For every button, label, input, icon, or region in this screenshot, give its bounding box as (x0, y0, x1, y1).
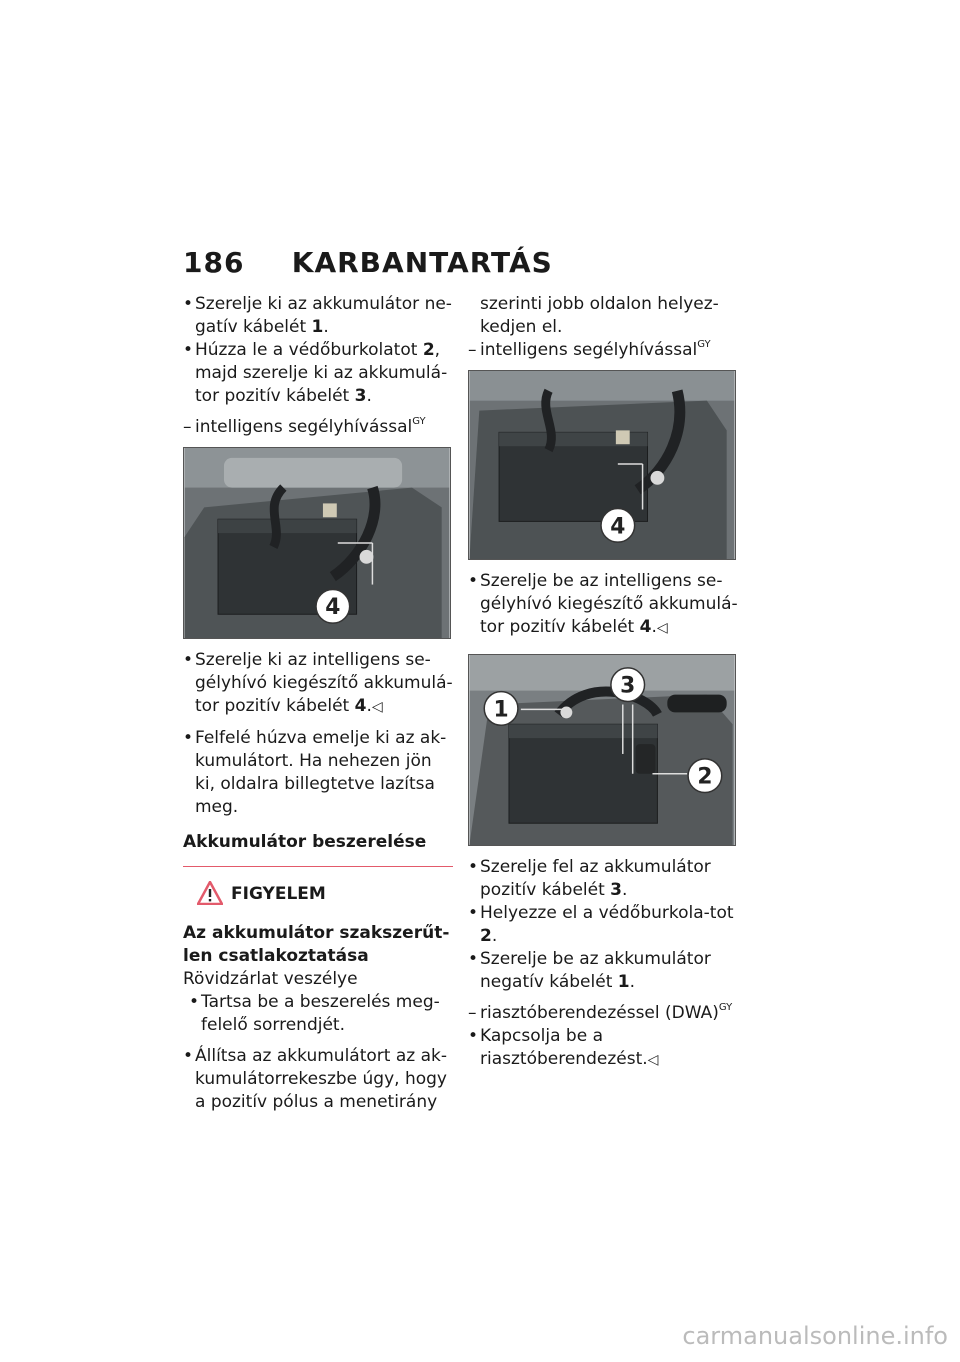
step-install-positive: • Szerelje fel az akkumulátor pozitív kábelét 3. (468, 856, 738, 902)
battery-photo-removal (183, 447, 451, 639)
section-heading-install: Akkumulátor beszerelése (183, 832, 427, 852)
warning-triangle-icon (197, 881, 223, 905)
warning-bullet: • Tartsa be a beszerelés meg-felelő sorrendjét. (189, 991, 453, 1037)
step-lift-battery: • Felfelé húzva emelje ki az ak-kumulátort. Ha nehezen jön ki, oldalra billegtetve lazítsa meg. (183, 727, 453, 819)
svg-text:1: 1 (493, 697, 509, 723)
step-remove-negative: • Szerelje ki az akkumulátor ne-gatív kábelét 1. (183, 293, 453, 339)
battery-photo-emergency-install (468, 370, 736, 560)
battery-photo-terminals (468, 654, 736, 846)
warning-box (183, 866, 453, 1037)
step-enable-alarm: • Kapcsolja be a riasztóberendezést.◁ (468, 1025, 738, 1072)
right-column (468, 293, 738, 1072)
step-remove-emergency-positive: • Szerelje ki az intelligens se-gélyhívó kiegészítő akkumulá-tor pozitív kábelét 4.◁ (183, 649, 453, 719)
svg-text:4: 4 (325, 595, 341, 621)
svg-text:2: 2 (697, 764, 713, 790)
svg-text:3: 3 (620, 673, 636, 699)
watermark: carmanualsonline.info (682, 1322, 948, 1350)
warning-text: Rövidzárlat veszélye (183, 969, 358, 989)
section-title: KARBANTARTÁS (291, 246, 553, 279)
condition-emergency-call-2: – intelligens segélyhívással$^{GY}$ (468, 339, 738, 362)
step-remove-cover: • Húzza le a védőburkolatot 2, majd szerelje ki az akkumulá-tor pozitív kábelét 3. (183, 339, 453, 408)
page-header (183, 246, 553, 279)
step-insert-battery: • Állítsa az akkumulátort az ak-kumulátorrekeszbe úgy, hogy a pozitív pólus a menetirány (183, 1045, 453, 1114)
step-insert-battery-continued: szerinti jobb oldalon helyez-kedjen el. (480, 294, 719, 337)
warning-title: FIGYELEM (231, 884, 326, 904)
warning-subtitle: Az akkumulátor szakszerűt-len csatlakoztatása (183, 923, 450, 966)
step-install-negative: • Szerelje be az akkumulátor negatív kábelét 1. (468, 948, 738, 994)
condition-alarm: – riasztóberendezéssel (DWA)$^{GY}$ (468, 1002, 738, 1025)
condition-emergency-call: – intelligens segélyhívással$^{GY}$ (183, 416, 453, 439)
svg-text:4: 4 (610, 514, 626, 540)
step-install-emergency-positive: • Szerelje be az intelligens se-gélyhívó kiegészítő akkumulá-tor pozitív kábelét 4.◁ (468, 570, 738, 640)
step-install-cover: • Helyezze el a védőburkola-tot 2. (468, 902, 738, 948)
left-column (183, 293, 453, 1114)
page-number: 186 (183, 246, 245, 279)
